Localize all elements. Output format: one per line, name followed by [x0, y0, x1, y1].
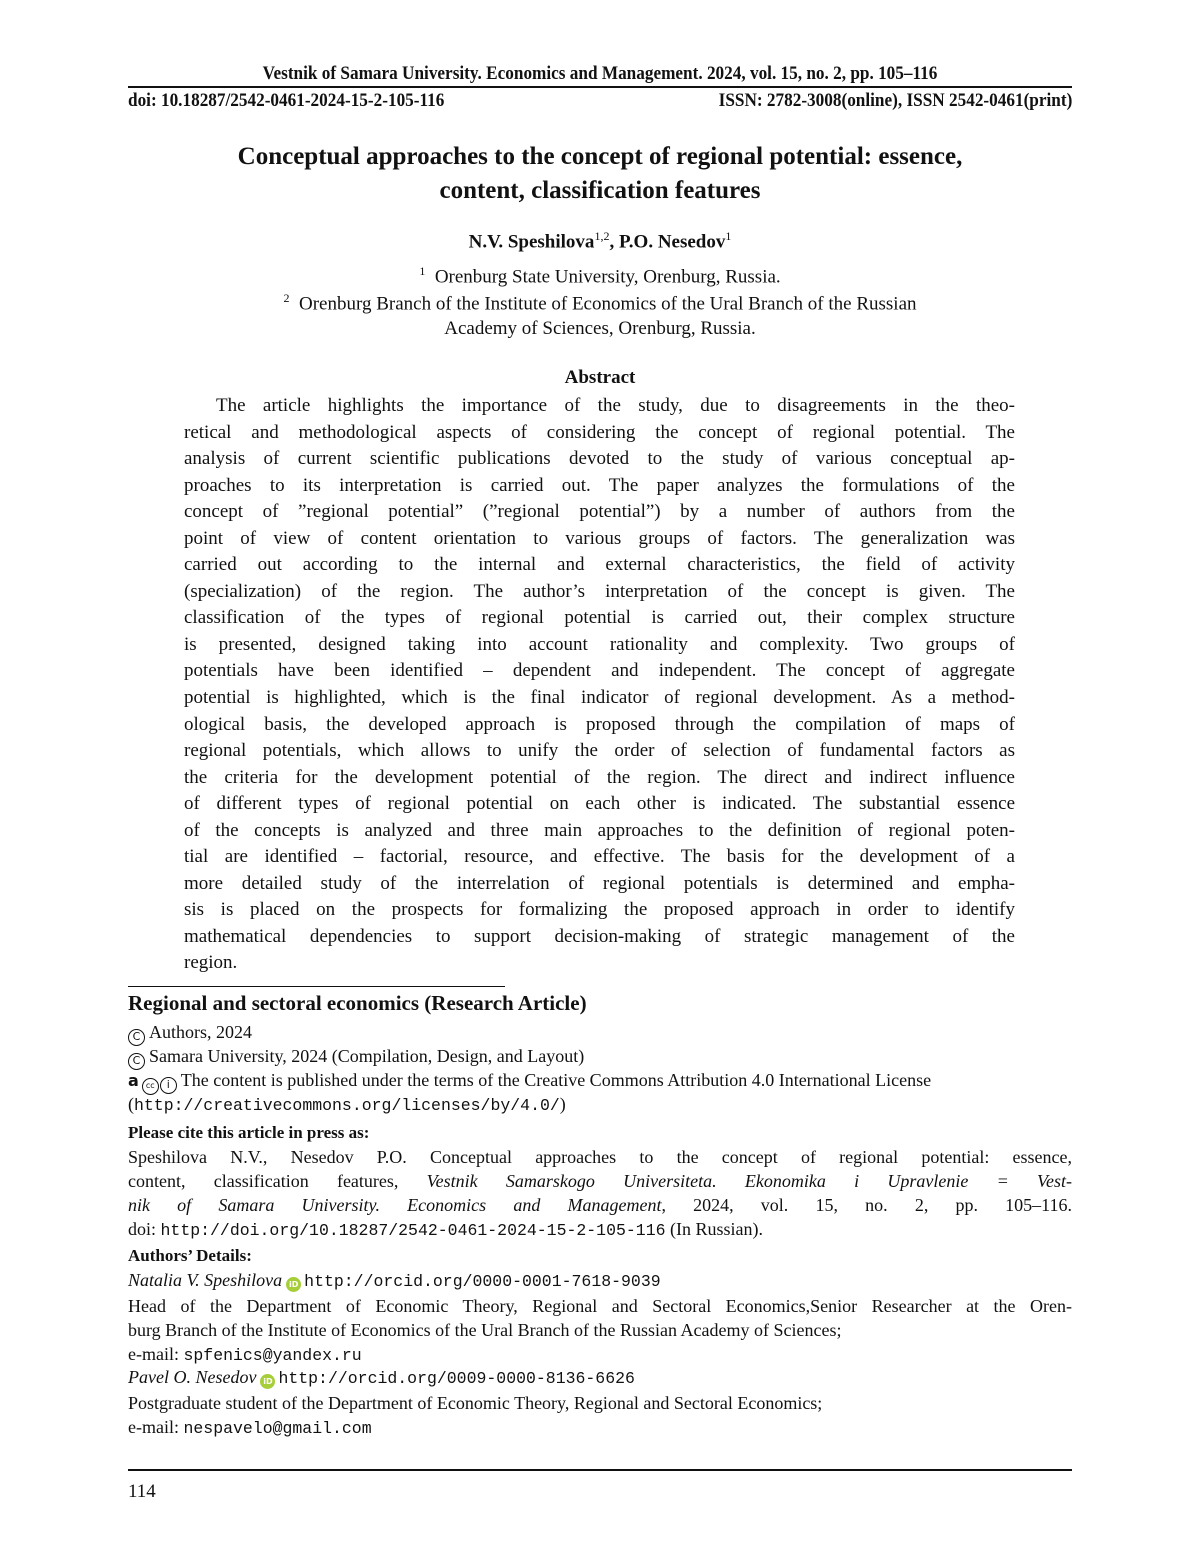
doi-link[interactable]: http://doi.org/10.18287/2542-0461-2024-15-2-105-116	[161, 1221, 666, 1240]
abstract-line: classification of the types of regional potential is carried out, their complex structure	[184, 605, 1015, 632]
license-line	[128, 1068, 1072, 1095]
orcid-icon: iD	[286, 1277, 301, 1292]
abstract-line: potential is highlighted, which is the final indicator of regional development. As a method-	[184, 685, 1015, 712]
author-name: P.O. Nesedov	[619, 231, 725, 252]
abstract-line: proaches to its interpretation is carried out. The paper analyzes the formulations of the	[184, 473, 1015, 500]
author-position: Head of the Department of Economic Theory, Regional and Sectoral Economics,Senior Researcher at the Oren-	[128, 1294, 1072, 1318]
abstract-line: point of view of content orientation to various groups of factors. The generalization was	[184, 526, 1015, 553]
author-affil-mark: 1	[725, 229, 731, 243]
abstract-line: tial are identified – factorial, resource, and effective. The basis for the development of a	[184, 844, 1015, 871]
affil-text: Orenburg State University, Orenburg, Russia.	[435, 266, 781, 287]
copyright-publisher	[128, 1044, 1072, 1070]
issn: ISSN: 2782-3008(online), ISSN 2542-0461(print)	[718, 91, 1072, 112]
abstract-line: of the concepts is analyzed and three main approaches to the definition of regional poten-	[184, 818, 1015, 845]
affil-number: 1	[419, 264, 425, 278]
affiliation-2-cont: Academy of Sciences, Orenburg, Russia.	[128, 318, 1072, 340]
cite-text: doi:	[128, 1219, 161, 1239]
email-link[interactable]: nespavelo@gmail.com	[183, 1419, 371, 1438]
title-line: Conceptual approaches to the concept of regional potential: essence,	[128, 140, 1072, 174]
abstract-body	[184, 393, 1015, 977]
article-category: Regional and sectoral economics (Research Article)	[128, 991, 587, 1016]
abstract-line: regional potentials, which allows to unify the order of selection of fundamental factors as	[184, 738, 1015, 765]
email-link[interactable]: spfenics@yandex.ru	[183, 1346, 361, 1365]
author-position: Postgraduate student of the Department of Economic Theory, Regional and Sectoral Economics;	[128, 1391, 1072, 1415]
copyright-icon: C	[128, 1029, 145, 1046]
abstract-line: The article highlights the importance of the study, due to disagreements in the theo-	[184, 393, 1015, 420]
affil-number: 2	[283, 291, 289, 305]
details-heading: Authors’ Details:	[128, 1244, 1072, 1268]
author-details-1	[128, 1268, 1072, 1368]
author-details-2	[128, 1365, 1072, 1441]
title-line: content, classification features	[128, 174, 1072, 208]
abstract-line: the criteria for the development potential of the region. The direct and indirect influence	[184, 765, 1015, 792]
author-name: N.V. Speshilova	[469, 231, 595, 252]
running-head: Vestnik of Samara University. Economics and Management. 2024, vol. 15, no. 2, pp. 105–116	[161, 64, 1039, 85]
abstract-line: more detailed study of the interrelation of regional potentials is determined and empha-	[184, 871, 1015, 898]
author-name: Pavel O. Nesedov	[128, 1367, 256, 1387]
abstract-line: ological basis, the developed approach is proposed through the compilation of maps of	[184, 712, 1015, 739]
journal-name: Vestnik Samarskogo Universiteta. Ekonomika i Upravlenie = Vest-	[427, 1171, 1072, 1191]
abstract-line: sis is placed on the prospects for formalizing the proposed approach in order to identify	[184, 897, 1015, 924]
author-affil-mark: 1,2	[594, 229, 609, 243]
citation	[128, 1145, 1072, 1243]
copyright-text: Authors, 2024	[149, 1022, 252, 1042]
affil-text: Orenburg Branch of the Institute of Economics of the Ural Branch of the Russian	[299, 293, 917, 314]
license-url[interactable]: http://creativecommons.org/licenses/by/4.0/	[134, 1096, 560, 1115]
abstract-line: carried out according to the internal and external characteristics, the field of activity	[184, 552, 1015, 579]
copyright-icon: C	[128, 1053, 145, 1070]
footer-rule	[128, 1469, 1072, 1471]
abstract-line: concept of ”regional potential” (”regional potential”) by a number of authors from the	[184, 499, 1015, 526]
doi: doi: 10.18287/2542-0461-2024-15-2-105-116	[128, 91, 444, 112]
abstract-line: potentials have been identified – dependent and independent. The concept of aggregate	[184, 658, 1015, 685]
license-url-line: (http://creativecommons.org/licenses/by/4.0/)	[128, 1092, 1072, 1118]
affiliation-1	[128, 264, 1072, 288]
orcid-link[interactable]: http://orcid.org/0009-0000-8136-6626	[278, 1369, 634, 1388]
abstract-heading: Abstract	[128, 367, 1072, 389]
abstract-line: of different types of regional potential on each other is indicated. The substantial essence	[184, 791, 1015, 818]
cc-icon: cc	[142, 1078, 159, 1095]
abstract-line: analysis of current scientific publications devoted to the study of various conceptual ap-	[184, 446, 1015, 473]
journal-name: nik of Samara University. Economics and Management	[128, 1195, 661, 1215]
copyright-authors	[128, 1020, 1072, 1046]
orcid-link[interactable]: http://orcid.org/0000-0001-7618-9039	[304, 1272, 660, 1291]
cite-text: content, classification features,	[128, 1171, 427, 1191]
email-label: e-mail:	[128, 1417, 183, 1437]
cite-line	[128, 1193, 1072, 1217]
abstract-line: is presented, designed taking into account rationality and complexity. Two groups of	[184, 632, 1015, 659]
abstract-line: mathematical dependencies to support decision-making of strategic management of the	[184, 924, 1015, 951]
paper-title	[128, 140, 1072, 208]
separator-rule	[128, 986, 505, 987]
abstract-line: region.	[184, 950, 1015, 977]
email-label: e-mail:	[128, 1344, 183, 1364]
cc-by-icon: i	[160, 1077, 177, 1094]
author-sep: ,	[609, 231, 619, 252]
cite-text: (In Russian).	[666, 1219, 764, 1239]
cite-heading: Please cite this article in press as:	[128, 1121, 1072, 1145]
cite-line	[128, 1217, 1072, 1243]
copyright-text: Samara University, 2024 (Compilation, Design, and Layout)	[149, 1046, 584, 1066]
page-number: 114	[128, 1481, 156, 1503]
header-rule	[128, 86, 1072, 88]
cite-line	[128, 1169, 1072, 1193]
abstract-line: (specialization) of the region. The author’s interpretation of the concept is given. The	[184, 579, 1015, 606]
cite-line: Speshilova N.V., Nesedov P.O. Conceptual approaches to the concept of regional potential: essence,	[128, 1145, 1072, 1169]
orcid-icon: iD	[260, 1374, 275, 1389]
author-position: burg Branch of the Institute of Economics of the Ural Branch of the Russian Academy of Sciences;	[128, 1318, 1072, 1342]
cite-text: , 2024, vol. 15, no. 2, pp. 105–116.	[661, 1195, 1072, 1215]
abstract-line: retical and methodological aspects of considering the concept of regional potential. The	[184, 420, 1015, 447]
affiliation-2	[128, 291, 1072, 315]
authors	[128, 229, 1072, 253]
author-name: Natalia V. Speshilova	[128, 1270, 282, 1290]
license-text: The content is published under the terms of the Creative Commons Attribution 4.0 International License	[181, 1070, 931, 1090]
open-access-icon: a	[128, 1071, 139, 1090]
